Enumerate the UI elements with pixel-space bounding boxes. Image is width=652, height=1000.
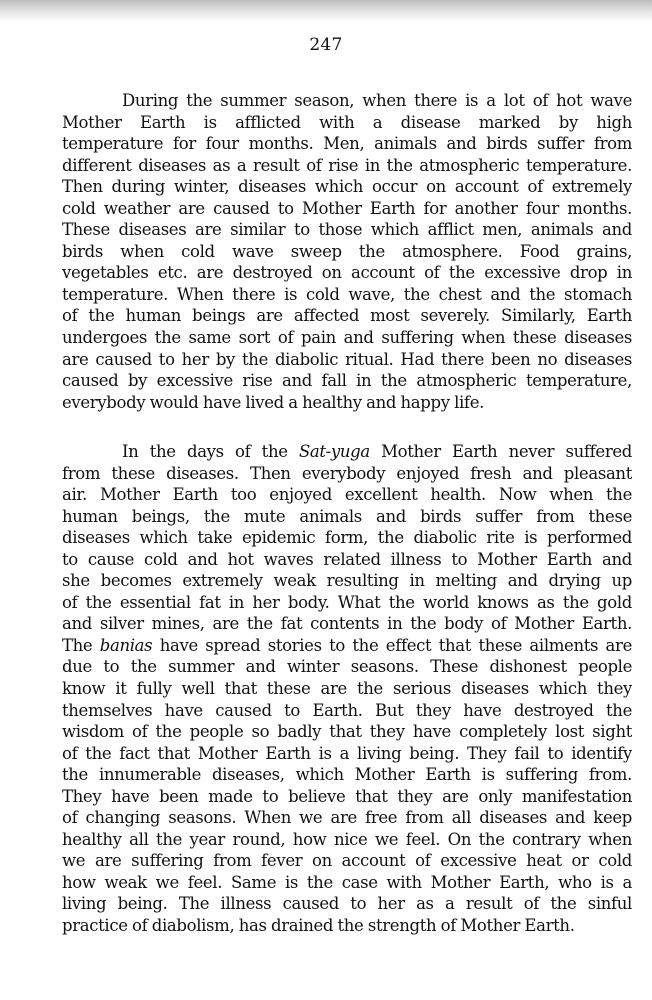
text-line: undergoes the same sort of pain and suffering when these diseases xyxy=(62,328,632,348)
italic-term: banias xyxy=(99,635,153,655)
text-line: temperature for four months. Men, animals and birds suffer from xyxy=(62,134,632,154)
text-line: These diseases are similar to those which afflict men, animals and xyxy=(62,220,632,240)
text-line: of the essential fat in her body. What the world knows as the gold xyxy=(62,592,632,612)
text-line: During the summer season, when there is a lot of hot wave xyxy=(122,91,632,110)
text-line: we are suffering from fever on account of excessive heat or cold xyxy=(62,851,632,871)
text-line: In the days of the Sat-yuga Mother Earth never suffered xyxy=(122,442,632,461)
text-line: she becomes extremely weak resulting in melting and drying up xyxy=(62,571,632,591)
text-line: due to the summer and winter seasons. These dishonest people xyxy=(62,657,632,677)
text-line: are caused to her by the diabolic ritual. Had there been no diseases xyxy=(62,349,632,369)
text-line: They have been made to believe that they are only manifestation xyxy=(62,786,632,806)
text-line: vegetables etc. are destroyed on account of the excessive drop in xyxy=(62,263,632,283)
text-line: Then during winter, diseases which occur on account of extremely xyxy=(62,177,632,197)
page-number: 247 xyxy=(309,35,343,55)
text-line: themselves have caused to Earth. But they have destroyed the xyxy=(62,700,632,720)
text-line: cold weather are caused to Mother Earth for another four months. xyxy=(62,198,632,218)
text-line: of the fact that Mother Earth is a living being. They fail to identify xyxy=(62,743,632,763)
text-line: air. Mother Earth too enjoyed excellent health. Now when the xyxy=(62,485,632,505)
text-line: Mother Earth is afflicted with a disease marked by high xyxy=(62,112,632,132)
text-line: everybody would have lived a healthy and happy life. xyxy=(62,392,485,412)
text-line: living being. The illness caused to her as a result of the sinful xyxy=(62,894,632,914)
text-line: of changing seasons. When we are free from all diseases and keep xyxy=(62,808,632,828)
text-line: healthy all the year round, how nice we feel. On the contrary when xyxy=(62,829,632,849)
text-line: from these diseases. Then everybody enjoyed fresh and pleasant xyxy=(62,463,632,483)
scan-edge-shadow xyxy=(0,0,652,22)
text-line: temperature. When there is cold wave, the chest and the stomach xyxy=(62,284,632,304)
text-line: wisdom of the people so badly that they have completely lost sight xyxy=(62,722,632,742)
italic-term: Sat-yuga xyxy=(298,442,370,461)
body-paragraph-1 xyxy=(62,90,632,413)
text-line: the innumerable diseases, which Mother Earth is suffering from. xyxy=(62,765,632,785)
text-line: The banias have spread stories to the effect that these ailments are xyxy=(62,635,632,655)
text-line: to cause cold and hot waves related illness to Mother Earth and xyxy=(62,549,632,569)
text-line: human beings, the mute animals and birds suffer from these xyxy=(62,506,632,526)
text-line: of the human beings are affected most severely. Similarly, Earth xyxy=(62,306,632,326)
text-line: practice of diabolism, has drained the strength of Mother Earth. xyxy=(62,916,575,936)
text-line: birds when cold wave sweep the atmosphere. Food grains, xyxy=(62,241,632,261)
body-paragraph-2 xyxy=(62,441,632,937)
text-line: and silver mines, are the fat contents in the body of Mother Earth. xyxy=(62,614,632,634)
text-line: different diseases as a result of rise in the atmospheric temperature. xyxy=(62,155,632,175)
text-line: caused by excessive rise and fall in the atmospheric temperature, xyxy=(62,371,632,391)
text-line: know it fully well that these are the serious diseases which they xyxy=(62,679,632,699)
text-line: diseases which take epidemic form, the diabolic rite is performed xyxy=(62,528,632,548)
text-line: how weak we feel. Same is the case with Mother Earth, who is a xyxy=(62,872,632,892)
